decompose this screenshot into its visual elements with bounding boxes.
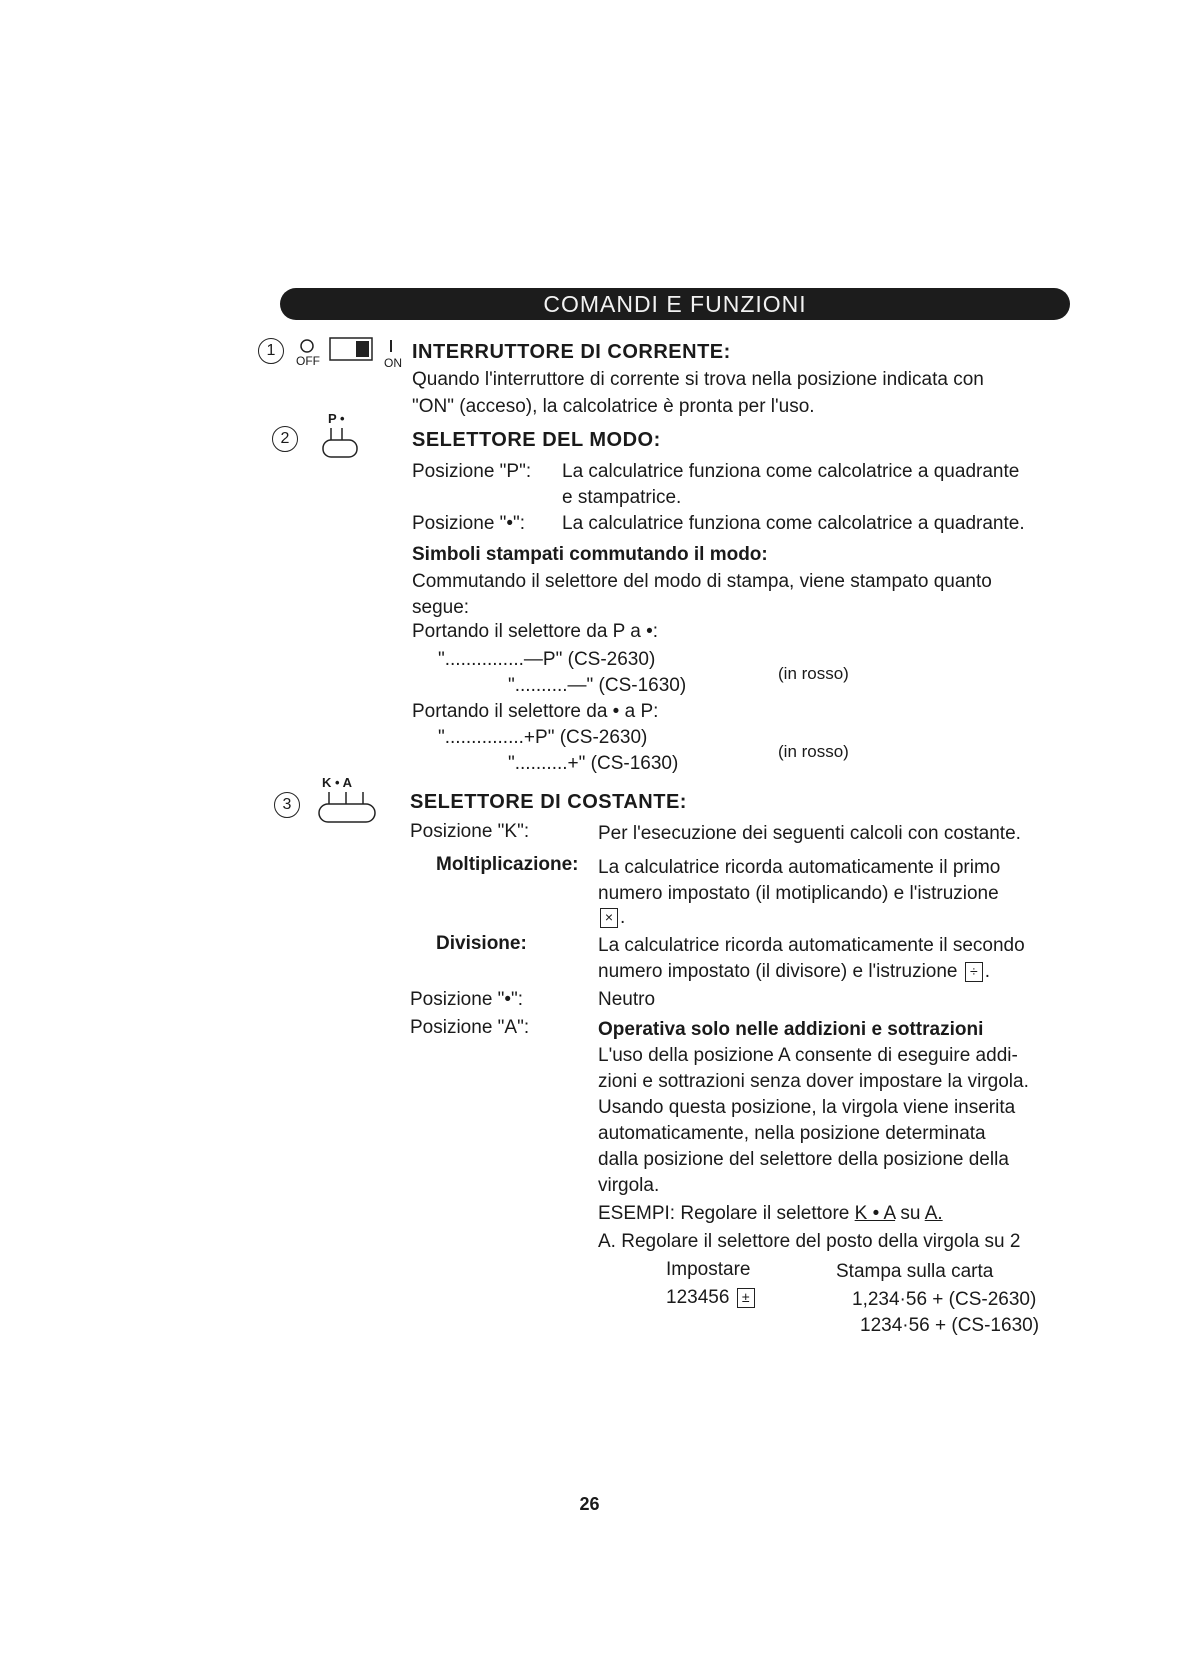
mode-p-label: Posizione "P": (412, 461, 532, 482)
multiplication-text-2: numero impostato (il motiplicando) e l'istruzione (598, 883, 999, 904)
const-a-text-2: zioni e sottrazioni senza dover impostare la virgola. (598, 1071, 1029, 1092)
division-label: Divisione: (436, 933, 527, 954)
section-banner (280, 288, 1070, 320)
off-label: OFF (296, 354, 320, 368)
examples-label: ESEMPI: (598, 1203, 676, 1224)
mode-dot-label: Posizione "•": (412, 513, 526, 534)
constant-switch-icon (316, 790, 378, 826)
const-a-text-4: automaticamente, nella posizione determinata (598, 1123, 986, 1144)
division-text-1: La calculatrice ricorda automaticamente il secondo (598, 935, 1025, 956)
examples-text: Regolare il selettore (680, 1203, 850, 1224)
dot-to-p-line-1: "...............+P" (CS-2630) (438, 727, 648, 748)
p-to-dot-label: Portando il selettore da P a •: (412, 621, 659, 642)
dot-to-p-label: Portando il selettore da • a P: (412, 701, 659, 722)
const-a-label: Posizione "A": (410, 1017, 530, 1038)
mode-switch-label: P • (328, 411, 345, 426)
multiply-key-icon: × . (598, 906, 625, 930)
examples-line (598, 1202, 943, 1226)
mode-switch-icon (320, 426, 360, 460)
division-text-2: numero impostato (il divisore) e l'istruzione ÷ . (598, 961, 991, 982)
const-a-text-3: Usando questa posizione, la virgola viene inserita (598, 1097, 1016, 1118)
const-a-text-6: virgola. (598, 1175, 660, 1196)
examples-su: su (900, 1203, 921, 1224)
col-input-heading: Impostare (666, 1259, 751, 1280)
symbols-text-1: Commutando il selettore del modo di stampa, viene stampato quanto (412, 571, 992, 592)
multiplication-text-1: La calculatrice ricorda automaticamente il primo (598, 857, 1001, 878)
symbols-heading: Simboli stampati commutando il modo: (412, 544, 768, 565)
example-output-1: 1,234·56 + (CS-2630) (852, 1289, 1037, 1310)
on-label: ON (384, 356, 402, 370)
power-text-line-2: "ON" (acceso), la calcolatrice è pronta per l'uso. (412, 396, 815, 417)
examples-a: A. (924, 1203, 943, 1224)
const-k-text: Per l'esecuzione dei seguenti calcoli con costante. (598, 823, 1021, 844)
constant-switch-label: K • A (322, 775, 353, 790)
item-number-1: 1 (258, 338, 284, 364)
symbols-text-2: segue: (412, 597, 470, 618)
dot-to-p-line-2: "..........+" (CS-1630) (508, 753, 679, 774)
example-a-line: A. Regolare il selettore del posto della virgola su 2 (598, 1231, 1021, 1252)
mode-p-text-2: e stampatrice. (562, 487, 682, 508)
const-a-text-5: dalla posizione del selettore della posizione della (598, 1149, 1009, 1170)
constant-selector-heading: SELETTORE DI COSTANTE: (410, 791, 687, 813)
const-k-label: Posizione "K": (410, 821, 530, 842)
const-a-heading: Operativa solo nelle addizioni e sottrazioni (598, 1019, 984, 1040)
const-dot-text: Neutro (598, 989, 656, 1010)
page-number: 26 (579, 1494, 600, 1514)
red-note-2: (in rosso) (778, 742, 849, 761)
const-a-text-1: L'uso della posizione A consente di eseguire addi- (598, 1045, 1018, 1066)
p-to-dot-line-1: "...............—P" (CS-2630) (438, 649, 656, 670)
plus-minus-key-icon: ± (737, 1288, 755, 1308)
item-number-3: 3 (274, 792, 300, 818)
power-switch-heading: INTERRUTTORE DI CORRENTE: (412, 341, 731, 363)
section-title: COMANDI E FUNZIONI (543, 291, 807, 317)
power-text-line-1: Quando l'interruttore di corrente si trova nella posizione indicata con (412, 369, 984, 390)
item-number-2: 2 (272, 426, 298, 452)
example-input: 123456 ± (666, 1286, 757, 1310)
mode-selector-heading: SELETTORE DEL MODO: (412, 429, 661, 451)
examples-selector: K • A (854, 1203, 896, 1224)
mode-p-text-1: La calculatrice funziona come calcolatrice a quadrante (562, 461, 1020, 482)
mode-dot-text: La calculatrice funziona come calcolatrice a quadrante. (562, 513, 1025, 534)
col-print-heading: Stampa sulla carta (836, 1261, 994, 1282)
divide-key-icon: ÷ (965, 962, 983, 982)
p-to-dot-line-2: "..........—" (CS-1630) (508, 675, 687, 696)
red-note-1: (in rosso) (778, 664, 849, 683)
example-output-2: 1234·56 + (CS-1630) (860, 1315, 1040, 1336)
multiplication-label: Moltiplicazione: (436, 854, 579, 875)
const-dot-label: Posizione "•": (410, 989, 524, 1010)
